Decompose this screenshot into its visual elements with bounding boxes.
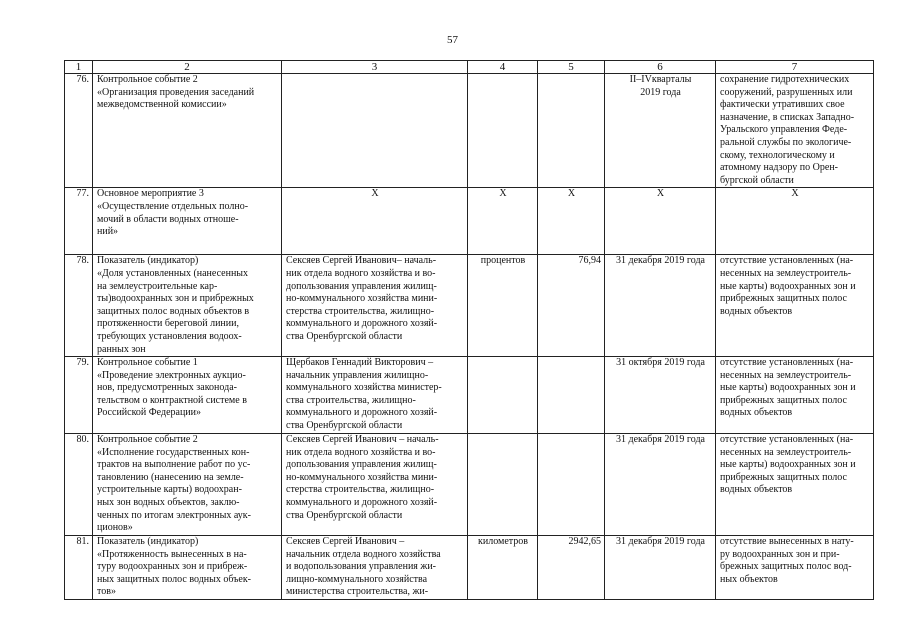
row-number: 80.: [65, 434, 93, 536]
event-cell: Контрольное событие 2 «Организация проведения заседаний межведомственной комиссии»: [93, 74, 282, 188]
responsible-cell: [282, 74, 468, 188]
column-header: 2: [93, 61, 282, 74]
column-header: 7: [716, 61, 874, 74]
deadline-cell: X: [605, 188, 716, 255]
table-row: [65, 74, 874, 188]
events-table: [64, 60, 874, 600]
deadline-cell: 31 октября 2019 года: [605, 357, 716, 434]
event-cell: Основное мероприятие 3 «Осуществление отдельных полно- мочий в области водных отноше- ний»: [93, 188, 282, 255]
deadline-cell: 31 декабря 2019 года: [605, 536, 716, 600]
responsible-cell: Щербаков Геннадий Викторович – начальник управления жилищно- коммунального хозяйства министер- ства строительства, жилищно- коммунального и дорожного хозяй- ства Оренбургской области: [282, 357, 468, 434]
unit-cell: [468, 434, 538, 536]
column-header: 1: [65, 61, 93, 74]
result-cell: отсутствие установленных (на- несенных на землеустроитель- ные карты) водоохранных зон и прибрежных защитных полос водных объектов: [716, 255, 874, 357]
table-row: [65, 357, 874, 434]
column-header: 3: [282, 61, 468, 74]
table-row: [65, 434, 874, 536]
value-cell: [538, 357, 605, 434]
responsible-cell: Сексяев Сергей Иванович – началь- ник отдела водного хозяйства и во- допользования управления жилищ- но-коммунального хозяйства мини- стерства строительства, жилищно- коммунального и дорожного хозяй- ства Оренбургской области: [282, 434, 468, 536]
unit-cell: [468, 357, 538, 434]
deadline-cell: II–IVкварталы 2019 года: [605, 74, 716, 188]
event-cell: Контрольное событие 2 «Исполнение государственных кон- трактов на выполнение работ по ус- тановлению (нанесению на земле- устроительные карты) водоохран- ных зон водных объектов, заклю- ченных по итогам электронных аук- ционов»: [93, 434, 282, 536]
unit-cell: X: [468, 188, 538, 255]
event-cell: Показатель (индикатор) «Протяженность вынесенных в на- туру водоохранных зон и прибреж- ных защитных полос водных объек- тов»: [93, 536, 282, 600]
unit-cell: километров: [468, 536, 538, 600]
table-row: [65, 536, 874, 600]
value-cell: [538, 434, 605, 536]
value-cell: X: [538, 188, 605, 255]
event-cell: Показатель (индикатор) «Доля установленных (нанесенных на землеустроительные кар- ты)водоохранных зон и прибрежных защитных полос водных объектов в протяженности береговой линии, требующих установления водоох- ранных зон: [93, 255, 282, 357]
responsible-cell: Сексяев Сергей Иванович – начальник отдела водного хозяйства и водопользования управления жи- лищно-коммунального хозяйства министерства строительства, жи-: [282, 536, 468, 600]
deadline-cell: 31 декабря 2019 года: [605, 434, 716, 536]
table-row: [65, 188, 874, 255]
responsible-cell: X: [282, 188, 468, 255]
deadline-cell: 31 декабря 2019 года: [605, 255, 716, 357]
unit-cell: [468, 74, 538, 188]
table-row: [65, 255, 874, 357]
value-cell: [538, 74, 605, 188]
row-number: 76.: [65, 74, 93, 188]
event-cell: Контрольное событие 1 «Проведение электронных аукцио- нов, предусмотренных законода- тельством о контрактной системе в Российской Федерации»: [93, 357, 282, 434]
page-number: 57: [447, 34, 458, 46]
result-cell: X: [716, 188, 874, 255]
result-cell: отсутствие установленных (на- несенных на землеустроитель- ные карты) водоохранных зон и прибрежных защитных полос водных объектов: [716, 357, 874, 434]
row-number: 81.: [65, 536, 93, 600]
unit-cell: процентов: [468, 255, 538, 357]
result-cell: отсутствие вынесенных в нату- ру водоохранных зон и при- брежных защитных полос вод- ных объектов: [716, 536, 874, 600]
value-cell: 2942,65: [538, 536, 605, 600]
row-number: 78.: [65, 255, 93, 357]
row-number: 77.: [65, 188, 93, 255]
responsible-cell: Сексяев Сергей Иванович– началь- ник отдела водного хозяйства и во- допользования управления жилищ- но-коммунального хозяйства мини- стерства строительства, жилищно- коммунального и дорожного хозяй- ства Оренбургской области: [282, 255, 468, 357]
result-cell: сохранение гидротехнических сооружений, разрушенных или фактически утративших свое назначение, в списках Западно- Уральского управления Феде- ральной службы по экологиче- скому, технологическому и атомному надзору по Орен- бургской области: [716, 74, 874, 188]
column-number-header: [65, 61, 874, 74]
result-cell: отсутствие установленных (на- несенных на землеустроитель- ные карты) водоохранных зон и прибрежных защитных полос водных объектов: [716, 434, 874, 536]
row-number: 79.: [65, 357, 93, 434]
column-header: 5: [538, 61, 605, 74]
value-cell: 76,94: [538, 255, 605, 357]
column-header: 4: [468, 61, 538, 74]
column-header: 6: [605, 61, 716, 74]
